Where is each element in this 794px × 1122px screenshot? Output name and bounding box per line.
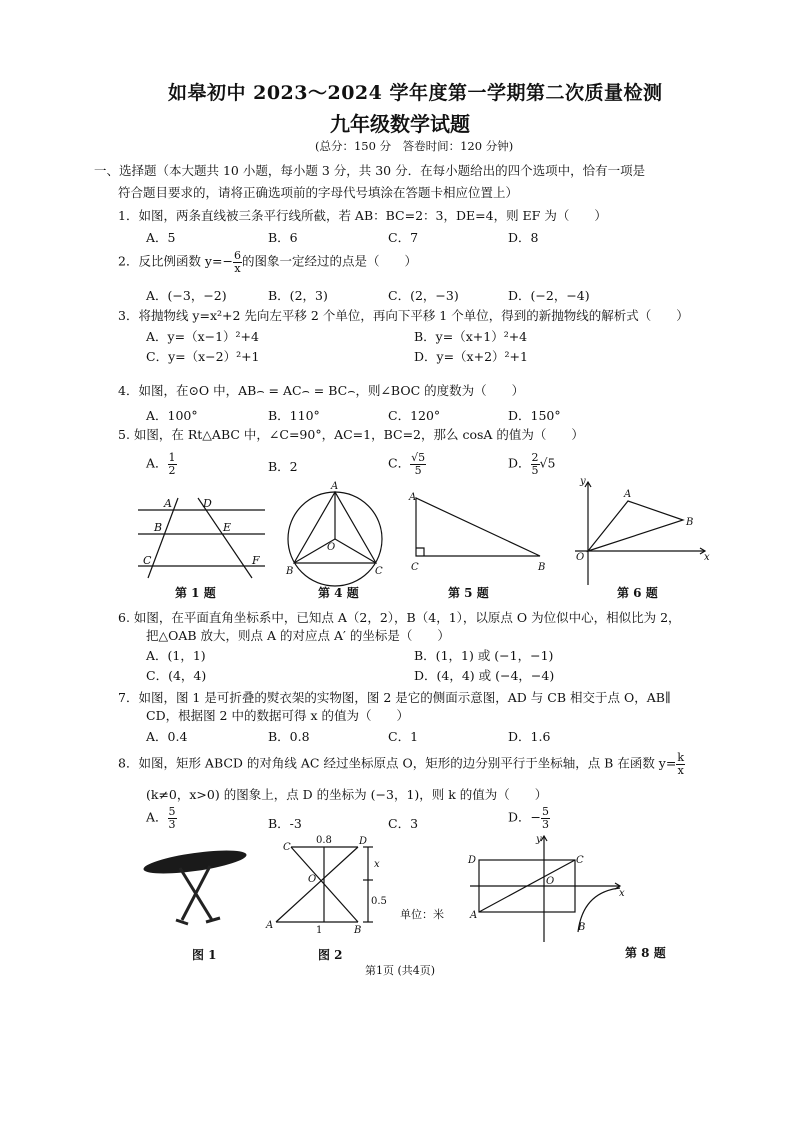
fig-q8-label-a: A (470, 910, 478, 921)
caption-fig-q4: 第 4 题 (318, 586, 359, 600)
q8-opt-a-frac (168, 806, 177, 830)
q5-option-c (388, 452, 426, 476)
q1-option-a: A．5 (146, 230, 176, 245)
caption-fig-q5: 第 5 题 (448, 586, 489, 600)
fig-q5-right-angle (416, 548, 424, 556)
q2-frac-num: 6 (233, 249, 241, 262)
q1-option-b: B．6 (268, 230, 298, 245)
page-number: 第1页 (共4页) (365, 964, 436, 977)
q8-opt-d-label: D．− (508, 809, 541, 825)
fig-q7-ironing-board-photo (142, 846, 247, 924)
q3-option-a: A．y=（x−1）²+4 (146, 329, 259, 344)
fig-q1-label-c: C (143, 554, 152, 567)
fig-q7-label-d: D (359, 836, 368, 847)
fig-q7-label-c: C (283, 842, 291, 853)
fig-q8-label-c: C (576, 855, 584, 866)
q5-opt-a-den: 2 (168, 463, 176, 477)
q8-opt-d-num: 5 (542, 805, 549, 818)
fig-q4-label-a: A (331, 481, 339, 492)
q6-option-b: B．(1，1) 或 (−1，−1) (414, 648, 554, 663)
q1-option-d: D．8 (508, 230, 539, 245)
q8-option-a (146, 806, 177, 830)
exam-subtitle: 九年级数学试题 (330, 112, 470, 136)
q8-option-c: C．3 (388, 816, 419, 831)
q7-stem-line1: 7．如图，图 1 是可折叠的熨衣架的实物图，图 2 是它的侧面示意图，AD 与 CB 相交于点 O，AB∥ (118, 690, 671, 705)
q5-option-a (146, 452, 177, 476)
section-heading-line2: 符合题目要求的，请将正确选项前的字母代号填涂在答题卡相应位置上） (118, 185, 519, 200)
q4-option-a: A．100° (146, 408, 198, 423)
q5-opt-c-num: √5 (411, 451, 426, 464)
fig-q5-triangle (416, 498, 540, 556)
q2-stem-post: 的图象一定经过的点是（ ） (241, 253, 417, 269)
q5-opt-a-num: 1 (168, 451, 176, 464)
q3-option-c: C．y=（x−2）²+1 (146, 349, 260, 364)
fig-q7-foot-1 (176, 920, 188, 924)
q5-option-b: B．2 (268, 459, 298, 474)
q3-option-b: B．y=（x+1）²+4 (414, 329, 528, 344)
figures-row-2 (140, 832, 640, 947)
q5-opt-d-tail: √5 (539, 455, 556, 471)
fig-q5-label-b: B (538, 562, 546, 573)
fig-q7-dim-top: 0.8 (316, 835, 332, 846)
q7-stem-line2: CD，根据图 2 中的数据可得 x 的值为（ ） (146, 708, 409, 723)
fig-q6-label-x: x (704, 552, 710, 563)
fig-q7-label-a: A (266, 920, 274, 931)
q6-stem-line1: 6. 如图，在平面直角坐标系中，已知点 A（2，2），B（4，1），以原点 O 为位似中心，相似比为 2， (118, 610, 681, 625)
q8-stem-line2: (k≠0，x>0) 的图象上，点 D 的坐标为 (−3，1)，则 k 的值为（ ） (146, 787, 548, 802)
q4-option-b: B．110° (268, 408, 320, 423)
fig-q6-label-b: B (686, 517, 694, 528)
fig-q6-label-a: A (624, 489, 632, 500)
fig-q4 (288, 492, 382, 586)
q8-opt-d-den: 3 (542, 817, 549, 831)
fig-q8 (470, 836, 620, 942)
q7-option-a: A．0.4 (146, 729, 188, 744)
q4-stem: 4．如图，在⊙O 中，AB⌢ = AC⌢ = BC⌢，则∠BOC 的度数为（ ） (118, 383, 525, 398)
q8-opt-d-frac (541, 806, 550, 830)
fig-q8-label-y: y (536, 834, 542, 845)
fig-q7-dim-mid: 0.5 (371, 896, 387, 907)
q3-stem: 3．将抛物线 y=x²+2 先向左平移 2 个单位，再向下平移 1 个单位，得到的新抛物线的解析式（ ） (118, 308, 689, 323)
fig-q7-label-o: O (308, 874, 317, 885)
q3-option-d: D．y=（x+2）²+1 (414, 349, 528, 364)
fig-q7-dim-bottom: 1 (316, 925, 323, 936)
q5-stem: 5. 如图，在 Rt△ABC 中，∠C=90°，AC=1，BC=2，那么 cosA 的值为（ ） (118, 427, 584, 442)
q8-frac-den: x (677, 763, 684, 777)
caption-fig-q1: 第 1 题 (175, 586, 216, 600)
q8-opt-a-num: 5 (168, 805, 176, 818)
q2-frac-den: x (234, 261, 241, 275)
q5-option-d (508, 452, 555, 476)
fig-q4-radius-c (335, 539, 376, 563)
fig-q1-label-e: E (223, 521, 232, 534)
fig-q8-label-x: x (619, 888, 625, 899)
q8-frac-num: k (677, 751, 685, 764)
q2-option-a: A．(−3，−2) (146, 288, 227, 303)
q1-stem: 1．如图，两条直线被三条平行线所截，若 AB：BC=2：3，DE=4，则 EF 为（ ） (118, 208, 607, 223)
q6-option-d: D．(4，4) 或 (−4，−4) (414, 668, 555, 683)
q4-option-c: C．120° (388, 408, 441, 423)
fig-q1-label-f: F (252, 554, 260, 567)
q5-opt-d-label: D． (508, 455, 531, 471)
q8-fraction (676, 752, 685, 776)
exam-meta: (总分：150 分 答卷时间：120 分钟) (315, 139, 514, 153)
section-heading-line1: 一、选择题（本大题共 10 小题，每小题 3 分，共 30 分．在每小题给出的四个选项中，恰有一项是 (94, 163, 646, 178)
fig-q5-label-c: C (411, 562, 419, 573)
fig-q7-foot-2 (206, 918, 220, 922)
fig-q7-ad-line (276, 847, 358, 922)
fig-q8-label-b: B (578, 922, 586, 933)
fig-q6-label-y: y (580, 476, 586, 487)
fig-q1 (138, 498, 265, 578)
fig-q8-label-d: D (468, 855, 477, 866)
fig-q6-triangle (588, 501, 683, 551)
q8-stem-line1-text: 8．如图，矩形 ABCD 的对角线 AC 经过坐标原点 O，矩形的边分别平行于坐标轴，点 B 在函数 y= (118, 755, 677, 771)
q2-option-d: D．(−2，−4) (508, 288, 590, 303)
q8-stem-line1 (118, 752, 685, 776)
q5-opt-c-frac (410, 452, 426, 476)
fig-q6-label-o: O (576, 552, 585, 563)
q6-stem-line2: 把△OAB 放大，则点 A 的对应点 A′ 的坐标是（ ） (146, 628, 450, 643)
q5-opt-d-num: 2 (531, 451, 539, 464)
q4-option-d: D．150° (508, 408, 561, 423)
q7-option-d: D．1.6 (508, 729, 551, 744)
caption-fig-q7b: 图 2 (318, 948, 343, 962)
q2-fraction (233, 250, 242, 274)
q2-option-c: C．(2，−3) (388, 288, 459, 303)
fig-q6 (575, 482, 705, 585)
q8-option-b: B．-3 (268, 816, 302, 831)
q2-stem (118, 250, 417, 274)
caption-fig-q8: 第 8 题 (625, 946, 666, 960)
fig-q1-label-a: A (164, 497, 172, 510)
q8-option-d (508, 806, 550, 830)
q8-opt-a-den: 3 (168, 817, 176, 831)
fig-q4-label-c: C (375, 566, 383, 577)
q7-option-c: C．1 (388, 729, 419, 744)
fig-q7-schematic (276, 847, 373, 922)
q7-option-b: B．0.8 (268, 729, 310, 744)
q2-option-b: B．(2，3) (268, 288, 328, 303)
exam-title: 如皋初中 2023～2024 学年度第一学期第二次质量检测 (168, 82, 663, 104)
fig-q4-label-b: B (286, 566, 294, 577)
fig-q7-unit-label: 单位：米 (400, 908, 444, 921)
fig-q5 (416, 498, 540, 556)
q5-opt-a-label: A． (146, 455, 168, 471)
fig-q7-label-b: B (354, 925, 362, 936)
fig-q5-label-a: A (409, 492, 417, 503)
fig-q1-label-d: D (203, 497, 212, 510)
q6-option-a: A．(1，1) (146, 648, 206, 663)
q8-opt-a-label: A． (146, 809, 168, 825)
fig-q4-label-o: O (327, 542, 336, 553)
q5-opt-d-den: 5 (531, 463, 539, 477)
fig-q7-dim-x: x (374, 859, 380, 870)
caption-fig-q6: 第 6 题 (617, 586, 658, 600)
fig-q8-label-o: O (546, 876, 555, 887)
q5-opt-c-label: C． (388, 455, 411, 471)
q5-opt-d-frac (531, 452, 540, 476)
q5-opt-c-den: 5 (414, 463, 422, 477)
caption-fig-q7a: 图 1 (192, 948, 217, 962)
q5-opt-a-frac (168, 452, 177, 476)
q1-option-c: C．7 (388, 230, 419, 245)
fig-q1-label-b: B (154, 521, 163, 534)
q6-option-c: C．(4，4) (146, 668, 207, 683)
fig-q7-board-top (142, 846, 247, 878)
q2-stem-pre: 2．反比例函数 y=− (118, 253, 233, 269)
